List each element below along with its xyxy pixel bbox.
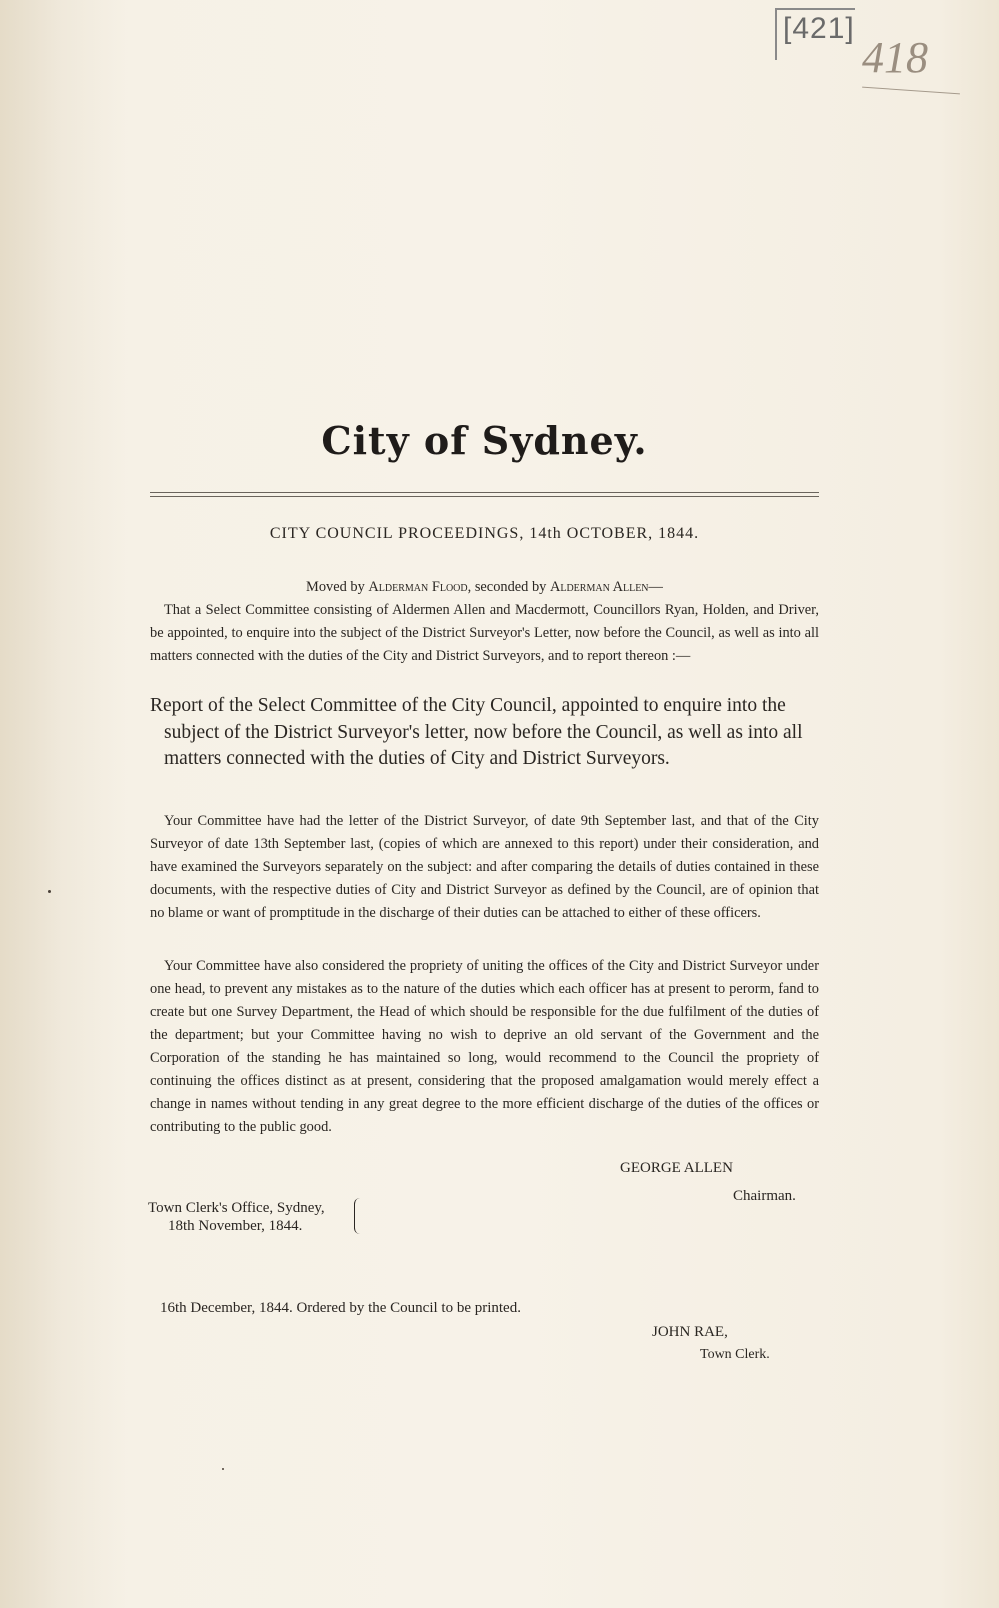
paper-speck	[222, 1468, 224, 1470]
clerk-role: Town Clerk.	[700, 1347, 770, 1362]
office-line-2: 18th November, 1844.	[168, 1218, 303, 1234]
motion-text: That a Select Committee consisting of Aldermen Allen and Macdermott, Councillors Ryan, Holden, and Driver, be appointed, to enquire into the subject of the District Surveyor's Letter, now before the Council, as well as into all matters connected with the duties of the City and District Surveyors, and to report thereon :—	[150, 602, 819, 664]
title-rule-bottom	[150, 496, 819, 497]
office-line-1: Town Clerk's Office, Sydney,	[148, 1200, 325, 1216]
proceedings-heading: CITY COUNCIL PROCEEDINGS, 14th OCTOBER, 1844.	[269, 525, 700, 542]
office-brace	[354, 1198, 365, 1234]
signatory-role: Chairman.	[733, 1188, 796, 1204]
title-rule-top	[150, 492, 819, 493]
page-edge-shading	[0, 0, 130, 1608]
report-paragraph-1: Your Committee have had the letter of the District Surveyor, of date 9th September last, and that of the City Surveyor of date 13th September last, (copies of which are annexed to this report) under their consideration, and have examined the Surveyors separately on the subject: and after comparing the details of duties contained in these documents, with the respective duties of City and District Surveyor as defined by the Council, are of opinion that no blame or want of promptitude in the discharge of their duties can be attached to either of these officers.	[150, 813, 819, 921]
mover-name: Alderman Flood	[368, 579, 468, 595]
report-paragraph-2: Your Committee have also considered the propriety of uniting the offices of the City and District Surveyor under one head, to prevent any mistakes as to the nature of the duties which each officer has at present to perorm, fand to create but one Survey Department, the Head of which should be responsible for the due fulfilment of the duties of the department; but your Committee having no wish to deprive an old servant of the Government and the Corporation of the standing he has maintained so long, would recommend to the Council the propriety of continuing the offices distinct as at present, considering that the proposed amalgamation would merely effect a change in names without tending in any great degree to the more efficient discharge of the duties of the offices or contributing to the public good.	[150, 958, 819, 1135]
clerk-name: JOHN RAE,	[652, 1324, 728, 1340]
archive-number-stamp: [421]	[775, 8, 855, 60]
paper-speck	[48, 890, 51, 893]
moved-prefix: Moved by	[306, 579, 369, 595]
seconder-name: Alderman Allen	[549, 579, 649, 595]
seconded-prefix: , seconded by	[467, 579, 550, 595]
folio-number: 418	[862, 33, 928, 82]
print-order: 16th December, 1844. Ordered by the Council to be printed.	[160, 1300, 521, 1316]
document-title: City of Sydney.	[321, 418, 648, 463]
motion-line	[150, 576, 819, 599]
report-title: Report of the Select Committee of the City Council, appointed to enquire into the subject of the District Surveyor's letter, now before the Council, as well as into all matters connected with the duties of City and District Surveyors.	[150, 695, 803, 769]
signatory-name: GEORGE ALLEN	[620, 1160, 733, 1176]
moved-suffix: —	[648, 579, 663, 595]
